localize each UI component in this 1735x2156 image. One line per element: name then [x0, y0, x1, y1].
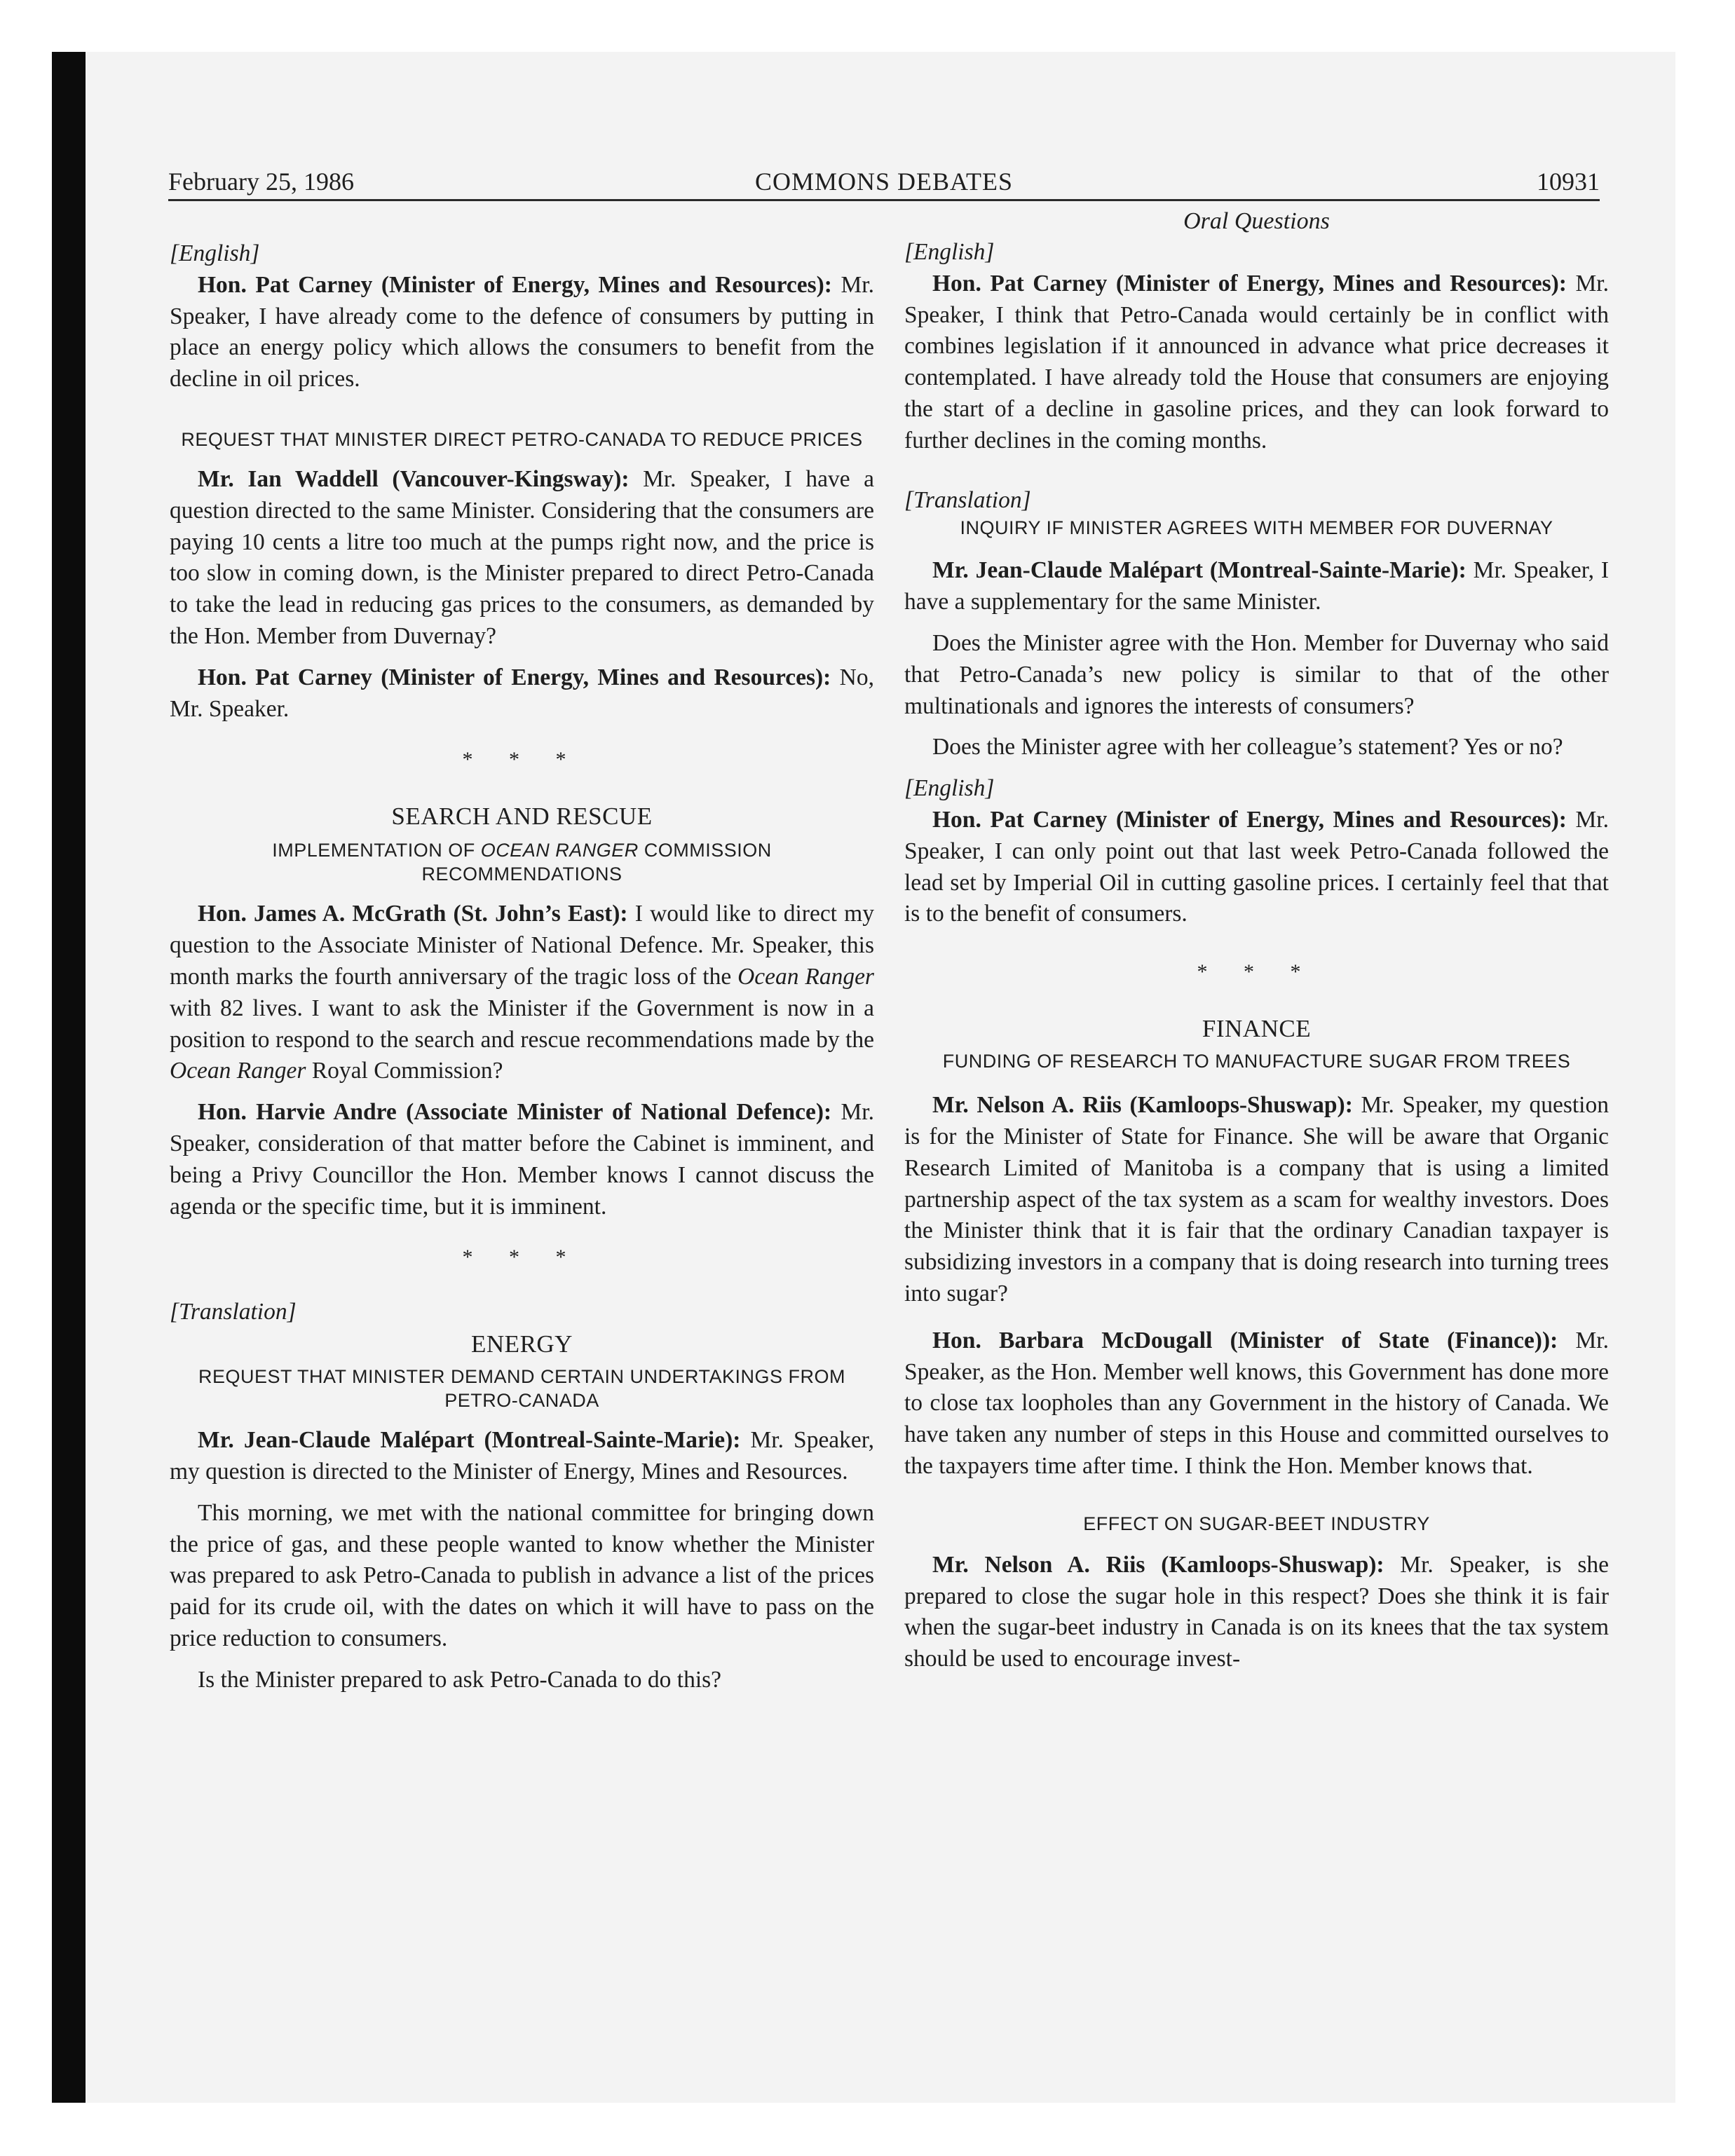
- header-date: February 25, 1986: [168, 168, 354, 196]
- speech-paragraph: [904, 1325, 1609, 1482]
- section-heading: REQUEST THAT MINISTER DIRECT PETRO-CANADA TO REDUCE PRICES: [181, 428, 863, 450]
- header-page-number: 10931: [1537, 168, 1600, 196]
- speaker-name: Hon. Pat Carney (Minister of Energy, Mines and Resources):: [198, 271, 832, 298]
- speaker-name: Mr. Jean-Claude Malépart (Montreal-Sainte-Marie):: [198, 1427, 741, 1454]
- language-tag: [Translation]: [904, 486, 1031, 513]
- section-separator: * * *: [1197, 960, 1316, 984]
- speech-text: Mr. Speaker, I have already come to the defence of consumers by putting in place an energy policy which allows the consumers to benefit from the decline in oil prices.: [170, 271, 874, 393]
- section-title: FINANCE: [1202, 1015, 1312, 1043]
- speech-paragraph: [170, 270, 874, 395]
- speech-paragraph: [904, 268, 1609, 457]
- speech-paragraph: [170, 1425, 874, 1488]
- section-separator: * * *: [462, 1246, 582, 1269]
- section-separator: * * *: [462, 748, 582, 772]
- ship-name: Ocean Ranger: [170, 1058, 306, 1084]
- language-tag: [English]: [904, 775, 995, 802]
- speaker-name: Hon. Barbara McDougall (Minister of State (Finance)):: [932, 1327, 1558, 1353]
- speech-paragraph: Does the Minister agree with her colleague’s statement? Yes or no?: [932, 734, 1563, 760]
- section-heading-text: IMPLEMENTATION OF: [272, 840, 481, 861]
- speech-paragraph: [170, 899, 874, 1087]
- speech-text: Mr. Speaker, as the Hon. Member well knows, this Government has done more to close tax loopholes than any Government in the history of Canada. We have taken any number of steps in this House and committed ourselves to the taxpayers time after time. I think the Hon. Member knows that.: [904, 1327, 1609, 1479]
- section-heading: INQUIRY IF MINISTER AGREES WITH MEMBER FOR DUVERNAY: [960, 517, 1553, 539]
- language-tag: [English]: [904, 239, 995, 265]
- running-head: Oral Questions: [1183, 208, 1330, 234]
- speaker-name: Hon. Harvie Andre (Associate Minister of National Defence):: [198, 1099, 832, 1126]
- section-heading-ship-name: OCEAN RANGER: [480, 840, 639, 861]
- left-column: [170, 210, 874, 1696]
- speaker-name: Hon. Pat Carney (Minister of Energy, Mines and Resources):: [932, 806, 1567, 833]
- section-heading: FUNDING OF RESEARCH TO MANUFACTURE SUGAR FROM TREES: [942, 1051, 1571, 1072]
- section-heading: [170, 838, 874, 886]
- speech-text: Mr. Speaker, I have a question directed to the same Minister. Considering that the consumers are paying 10 cents a litre too much at the pumps right now, and the price is too slow in coming down, is the Minister prepared to direct Petro-Canada to take the lead in reducing gas prices to the consumers, as demanded by the Hon. Member from Duvernay?: [170, 465, 874, 649]
- speech-paragraph: [904, 1090, 1609, 1310]
- speech-text: Mr. Speaker, is she prepared to close the sugar hole in this respect? Does she think it is fair when the sugar-beet industry in Canada is on its knees that the tax system should be used to encourage invest-: [904, 1551, 1609, 1672]
- right-column: [904, 210, 1609, 1675]
- language-tag: [English]: [170, 240, 260, 266]
- scan-edge-bar: [52, 52, 86, 2103]
- speech-text: with 82 lives. I want to ask the Minister if the Government is now in a position to respond to the search and rescue recommendations made by the: [170, 995, 874, 1053]
- header-title: COMMONS DEBATES: [754, 168, 1014, 196]
- section-heading: REQUEST THAT MINISTER DEMAND CERTAIN UNDERTAKINGS FROM PETRO-CANADA: [198, 1366, 846, 1412]
- speech-paragraph: [904, 555, 1609, 618]
- speaker-name: Mr. Nelson A. Riis (Kamloops-Shuswap):: [932, 1551, 1384, 1578]
- speech-paragraph: [170, 1097, 874, 1222]
- speech-text: Royal Commission?: [306, 1058, 503, 1084]
- section-title: ENERGY: [471, 1330, 573, 1358]
- speech-text: Mr. Speaker, my question is directed to the Minister of Energy, Mines and Resources.: [170, 1427, 874, 1485]
- speaker-name: Mr. Nelson A. Riis (Kamloops-Shuswap):: [932, 1092, 1353, 1119]
- speaker-name: Hon. James A. McGrath (St. John’s East):: [198, 901, 628, 927]
- section-heading: EFFECT ON SUGAR-BEET INDUSTRY: [1083, 1513, 1430, 1534]
- speaker-name: Hon. Pat Carney (Minister of Energy, Mines and Resources):: [198, 664, 831, 690]
- language-tag: [Translation]: [170, 1299, 297, 1325]
- speech-text: Mr. Speaker, I think that Petro-Canada would certainly be in conflict with combines legislation if it announced in advance what price decreases it contemplated. I have already told the House that consumers are enjoying the start of a decline in gasoline prices, and they can look forward to further declines in the coming months.: [904, 270, 1609, 453]
- speech-text: Mr. Speaker, my question is for the Minister of State for Finance. She will be aware that Organic Research Limited of Manitoba is a company that is using a limited partnership aspect of the tax system as a scam for wealthy investors. Does the Minister think that it is fair that the ordinary Canadian taxpayer is subsidizing investors in a company that is doing research into turning trees into sugar?: [904, 1092, 1609, 1306]
- speech-paragraph: [170, 464, 874, 653]
- speaker-name: Mr. Ian Waddell (Vancouver-Kingsway):: [198, 465, 630, 492]
- speech-paragraph: [904, 805, 1609, 930]
- speaker-name: Hon. Pat Carney (Minister of Energy, Mines and Resources):: [932, 270, 1567, 296]
- ship-name: Ocean Ranger: [737, 963, 874, 990]
- speech-text: I would like to direct my question to the Associate Minister of National Defence. Mr. Speaker, this month marks the fourth anniversary of the tragic loss of the: [170, 901, 874, 990]
- speech-text: Mr. Speaker, I have a supplementary for the same Minister.: [904, 557, 1609, 615]
- speech-paragraph: [904, 1550, 1609, 1675]
- speech-paragraph: [170, 662, 874, 725]
- section-heading-text: COMMISSION RECOMMENDATIONS: [421, 840, 772, 885]
- speech-text: Mr. Speaker, consideration of that matter before the Cabinet is imminent, and being a Privy Councillor the Hon. Member knows I cannot discuss the agenda or the specific time, but it is imminent.: [170, 1099, 874, 1220]
- speech-paragraph: Is the Minister prepared to ask Petro-Canada to do this?: [198, 1666, 722, 1693]
- page-header: [168, 164, 1600, 201]
- speech-paragraph: This morning, we met with the national committee for bringing down the price of gas, and these people wanted to know whether the Minister was prepared to ask Petro-Canada to publish in advance a list of the prices paid for its crude oil, with the dates on which it will have to pass on the price reduction to consumers.: [170, 1499, 874, 1651]
- section-title: SEARCH AND RESCUE: [391, 803, 653, 831]
- speech-text: Mr. Speaker, I can only point out that last week Petro-Canada followed the lead set by Imperial Oil in cutting gasoline prices. I certainly feel that that is to the benefit of consumers.: [904, 806, 1609, 927]
- speech-paragraph: Does the Minister agree with the Hon. Member for Duvernay who said that Petro-Canada’s new policy is similar to that of the other multinationals and ignores the interests of consumers?: [904, 629, 1609, 719]
- speaker-name: Mr. Jean-Claude Malépart (Montreal-Sainte-Marie):: [932, 557, 1467, 584]
- speech-text: No, Mr. Speaker.: [170, 664, 874, 722]
